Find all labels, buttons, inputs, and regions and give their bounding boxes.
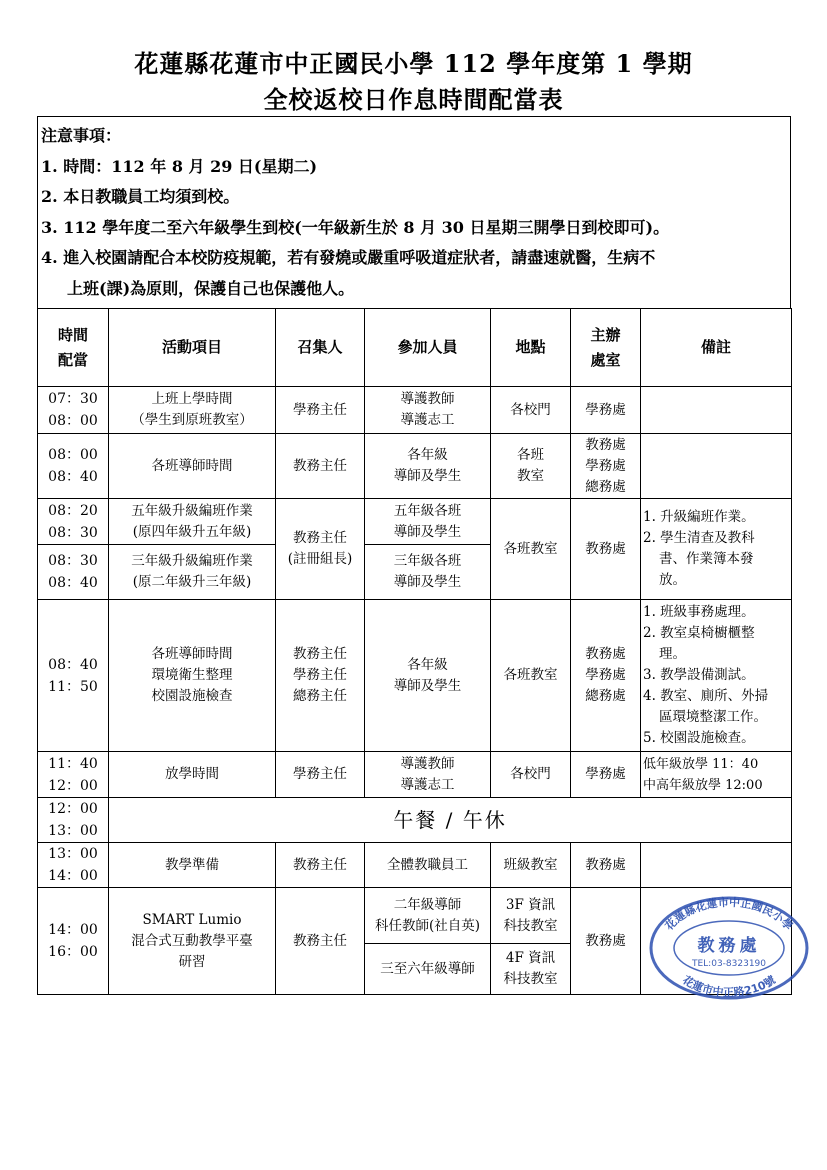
location-cell: 各班教室 (491, 600, 571, 752)
note-item-4-continued: 上班(課)為原則，保護自己也保護他人。 (67, 278, 355, 298)
participants-cell: 導護教師 導護志工 (365, 387, 491, 434)
remarks-cell: 低年級放學 11：40 中高年級放學 12:00 (641, 752, 792, 798)
notes-heading: 注意事項： (41, 126, 122, 145)
header-remarks: 備註 (641, 309, 792, 387)
header-participants: 參加人員 (365, 309, 491, 387)
table-header-row (38, 309, 792, 387)
participants-cell: 五年級各班 導師及學生 (365, 499, 491, 545)
time-cell: 08：00 08：40 (38, 434, 109, 499)
header-convener: 召集人 (276, 309, 365, 387)
location-cell: 班級教室 (491, 843, 571, 888)
remarks-cell (641, 843, 792, 888)
note-item-2: 2. 本日教職員工均須到校。 (41, 187, 240, 206)
office-cell: 教務處 (571, 843, 641, 888)
note-item-1: 1. 時間：112 年 8 月 29 日(星期二) (41, 156, 318, 176)
participants-cell: 各年級 導師及學生 (365, 600, 491, 752)
schedule-sheet (37, 116, 791, 995)
note-item-4: 4. 進入校園請配合本校防疫規範，若有發燒或嚴重呼吸道症狀者，請盡速就醫，生病不 (41, 248, 656, 267)
convener-cell: 學務主任 (276, 752, 365, 798)
document-title-line2: 全校返校日作息時間配當表 (263, 85, 564, 114)
office-cell: 教務處 (571, 499, 641, 600)
table-row (38, 499, 792, 545)
time-cell: 12：00 13：00 (38, 798, 109, 843)
note-item-3: 3. 112 學年度二至六年級學生到校(一年級新生於 8 月 30 日星期三開學日到校即可)。 (41, 217, 670, 237)
participants-cell: 導護教師 導護志工 (365, 752, 491, 798)
convener-cell: 教務主任 學務主任 總務主任 (276, 600, 365, 752)
table-row (38, 600, 792, 752)
remarks-cell (641, 434, 792, 499)
notes-section (37, 116, 791, 308)
table-row (38, 387, 792, 434)
office-cell: 學務處 (571, 752, 641, 798)
activity-cell: 各班導師時間 環境衛生整理 校園設施檢查 (109, 600, 276, 752)
header-activity: 活動項目 (109, 309, 276, 387)
time-cell: 07：30 08：00 (38, 387, 109, 434)
time-cell: 14：00 16：00 (38, 888, 109, 995)
activity-cell: 放學時間 (109, 752, 276, 798)
participants-cell: 三至六年級導師 (365, 944, 491, 995)
activity-cell: 各班導師時間 (109, 434, 276, 499)
participants-cell: 全體教職員工 (365, 843, 491, 888)
header-office: 主辦 處室 (571, 309, 641, 387)
location-cell: 各班教室 (491, 499, 571, 600)
document-title-line1: 花蓮縣花蓮市中正國民小學 112 學年度第 1 學期 (134, 49, 693, 78)
convener-cell: 教務主任 (276, 888, 365, 995)
office-cell: 教務處 學務處 總務處 (571, 600, 641, 752)
header-time: 時間 配當 (38, 309, 109, 387)
participants-cell: 各年級 導師及學生 (365, 434, 491, 499)
remarks-cell (641, 888, 792, 995)
office-cell: 教務處 學務處 總務處 (571, 434, 641, 499)
convener-cell: 教務主任 (276, 843, 365, 888)
convener-cell: 教務主任 (276, 434, 365, 499)
stamp-tel-text: TEL:03-8323190 (691, 959, 767, 969)
location-cell: 各班 教室 (491, 434, 571, 499)
header-location: 地點 (491, 309, 571, 387)
table-row (38, 798, 792, 843)
table-row (38, 752, 792, 798)
participants-cell: 三年級各班 導師及學生 (365, 545, 491, 600)
remarks-cell: 1. 班級事務處理。 2. 教室桌椅櫥櫃整 理。 3. 教學設備測試。 4. 教室、廁所、外掃 區環境整潔工作。 5. 校園設施檢查。 (641, 600, 792, 752)
location-cell: 各校門 (491, 752, 571, 798)
stamp-center-text: 教務處 (697, 936, 761, 956)
time-cell: 08：40 11：50 (38, 600, 109, 752)
office-cell: 教務處 (571, 888, 641, 995)
stamp-top-text: 花蓮縣花蓮市中正國民小學 (662, 896, 796, 933)
activity-cell: 上班上學時間 （學生到原班教室） (109, 387, 276, 434)
participants-cell: 二年級導師 科任教師(社自英) (365, 888, 491, 944)
schedule-table (37, 308, 792, 995)
lunch-break-cell: 午餐 / 午休 (109, 798, 792, 843)
location-cell: 3F 資訊 科技教室 (491, 888, 571, 944)
convener-cell: 學務主任 (276, 387, 365, 434)
time-cell: 13：00 14：00 (38, 843, 109, 888)
activity-cell: 五年級升級編班作業 (原四年級升五年級) (109, 499, 276, 545)
stamp-bottom-text: 花蓮市中正路210號 (680, 973, 778, 1000)
remarks-cell: 1. 升級編班作業。 2. 學生清查及教科 書、作業簿本發 放。 (641, 499, 792, 600)
table-row (38, 888, 792, 944)
location-cell: 4F 資訊 科技教室 (491, 944, 571, 995)
remarks-cell (641, 387, 792, 434)
activity-cell: 三年級升級編班作業 (原二年級升三年級) (109, 545, 276, 600)
table-row (38, 434, 792, 499)
office-cell: 學務處 (571, 387, 641, 434)
location-cell: 各校門 (491, 387, 571, 434)
activity-cell: 教學準備 (109, 843, 276, 888)
convener-cell: 教務主任 (註冊組長) (276, 499, 365, 600)
table-row (38, 843, 792, 888)
time-cell: 11：40 12：00 (38, 752, 109, 798)
time-cell: 08：30 08：40 (38, 545, 109, 600)
activity-cell: SMART Lumio 混合式互動教學平臺 研習 (109, 888, 276, 995)
time-cell: 08：20 08：30 (38, 499, 109, 545)
